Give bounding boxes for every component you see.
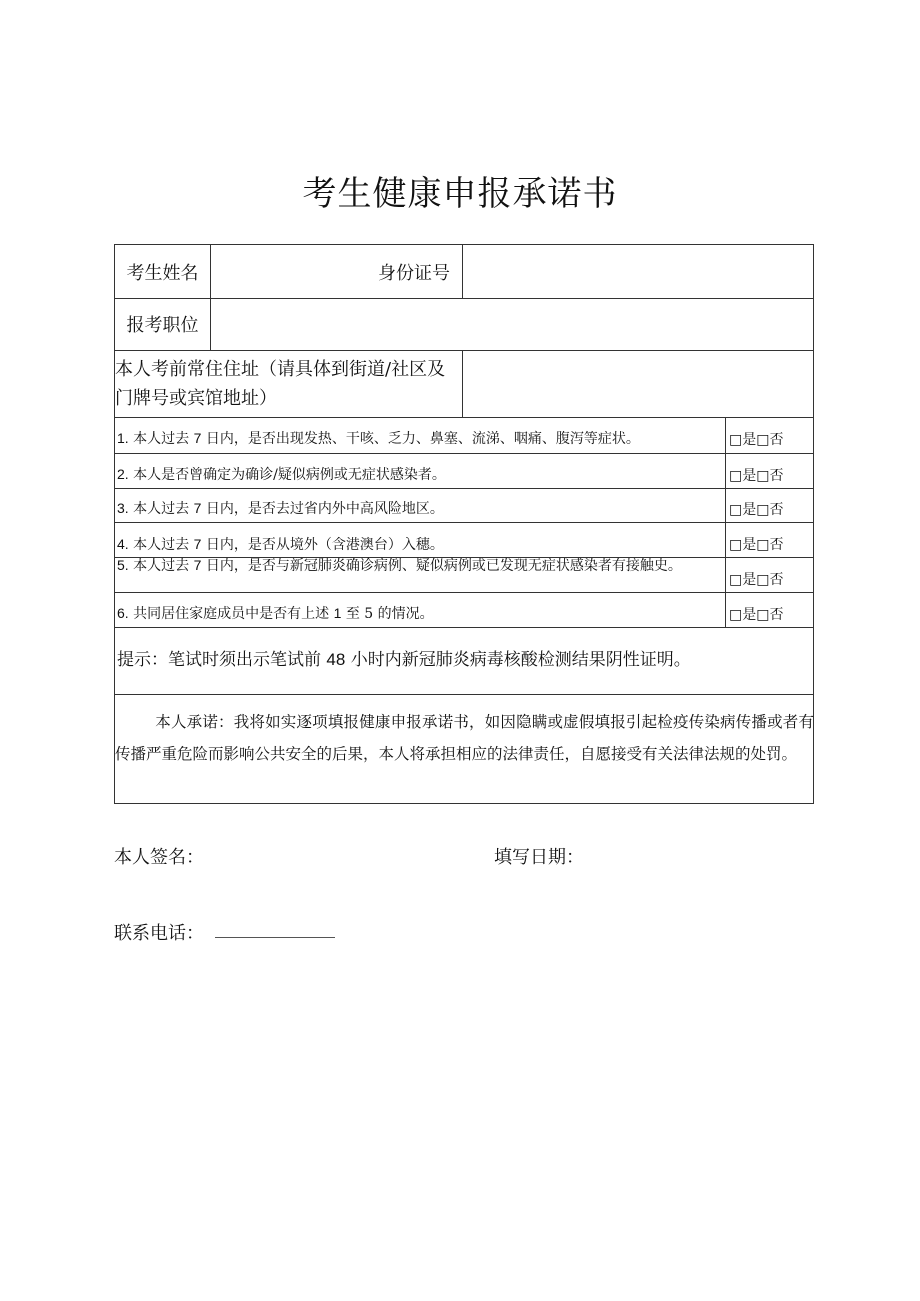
- question-2: [115, 453, 725, 488]
- notice-text: 提示：笔试时须出示笔试前: [117, 650, 327, 670]
- question-number: 5.: [117, 557, 129, 573]
- address-label-line1: 本人考前常住住址（请具体到街道/社区及: [115, 358, 446, 380]
- answer-checkboxes-2[interactable]: □是□否: [729, 467, 784, 484]
- signature-label: 本人签名：: [114, 847, 204, 868]
- question-text: 本人过去: [128, 501, 194, 517]
- notice-row: [115, 627, 815, 694]
- question-number: 7: [193, 430, 202, 446]
- phone-input-line[interactable]: [215, 937, 335, 938]
- question-text: 日内，是否与新冠肺炎确诊病例、疑似病例或已发现无症状感染者有接触史。: [201, 558, 682, 574]
- answer-checkboxes-5[interactable]: □是□否: [729, 571, 784, 588]
- question-1: [115, 417, 725, 453]
- notice-hours: 48: [326, 650, 346, 669]
- question-text: 日内，是否去过省内外中高风险地区。: [201, 501, 444, 517]
- date-label: 填写日期：: [494, 847, 584, 868]
- address-field[interactable]: [462, 350, 814, 417]
- question-text: 本人是否曾确定为确诊/疑似病例或无症状感染者。: [128, 466, 446, 483]
- question-number: 2.: [117, 465, 129, 482]
- question-number: 7: [193, 500, 202, 516]
- question-text: 本人过去: [128, 431, 194, 447]
- question-text: 本人过去: [128, 558, 194, 574]
- address-label-line2: 门牌号或宾馆地址）: [115, 387, 277, 409]
- answer-checkboxes-6[interactable]: □是□否: [729, 606, 784, 623]
- address-label: [115, 350, 462, 417]
- id-field[interactable]: [462, 245, 814, 298]
- position-label: 报考职位: [126, 315, 199, 336]
- question-text: 日内，是否出现发热、干咳、乏力、鼻塞、流涕、咽痛、腹泻等症状。: [201, 431, 640, 447]
- question-text: 日内，是否从境外（含港澳台）入穗。: [201, 536, 444, 553]
- document-title: 考生健康申报承诺书: [302, 174, 618, 214]
- question-number: 1.: [117, 430, 129, 446]
- pledge-text: 本人承诺：我将如实逐项填报健康申报承诺书，如因隐瞒或虚假填报引起检疫传染病传播或者有传播严重危险而影响公共安全的后果，本人将承担相应的法律责任，自愿接受有关法律法规的处罚。: [115, 713, 814, 763]
- question-number: 7: [193, 535, 202, 552]
- name-field[interactable]: [210, 245, 462, 298]
- question-number: 3.: [117, 500, 129, 516]
- pledge-row: [115, 694, 814, 804]
- question-number: 7: [193, 557, 202, 573]
- question-text: 共同居住家庭成员中是否有上述: [128, 605, 334, 622]
- question-number: 6.: [117, 604, 129, 621]
- question-number: 1: [333, 604, 342, 621]
- question-text: 本人过去: [128, 536, 194, 553]
- position-field[interactable]: [210, 298, 814, 350]
- answer-checkboxes-3[interactable]: □是□否: [729, 502, 784, 518]
- id-label: 身份证号: [378, 262, 450, 284]
- notice-text: 小时内新冠肺炎病毒核酸检测结果阴性证明。: [345, 650, 691, 670]
- name-label: 考生姓名: [126, 262, 199, 284]
- answer-checkboxes-1[interactable]: □是□否: [729, 432, 784, 448]
- question-4: [115, 522, 725, 557]
- question-number: 4.: [117, 535, 129, 552]
- question-6: [115, 592, 725, 627]
- question-text: 至 5 的情况。: [341, 605, 434, 622]
- answer-checkboxes-4[interactable]: □是□否: [729, 536, 784, 553]
- declaration-form: [114, 244, 814, 804]
- phone-label: 联系电话：: [114, 923, 204, 944]
- question-5: [115, 557, 715, 592]
- question-3: [115, 488, 725, 522]
